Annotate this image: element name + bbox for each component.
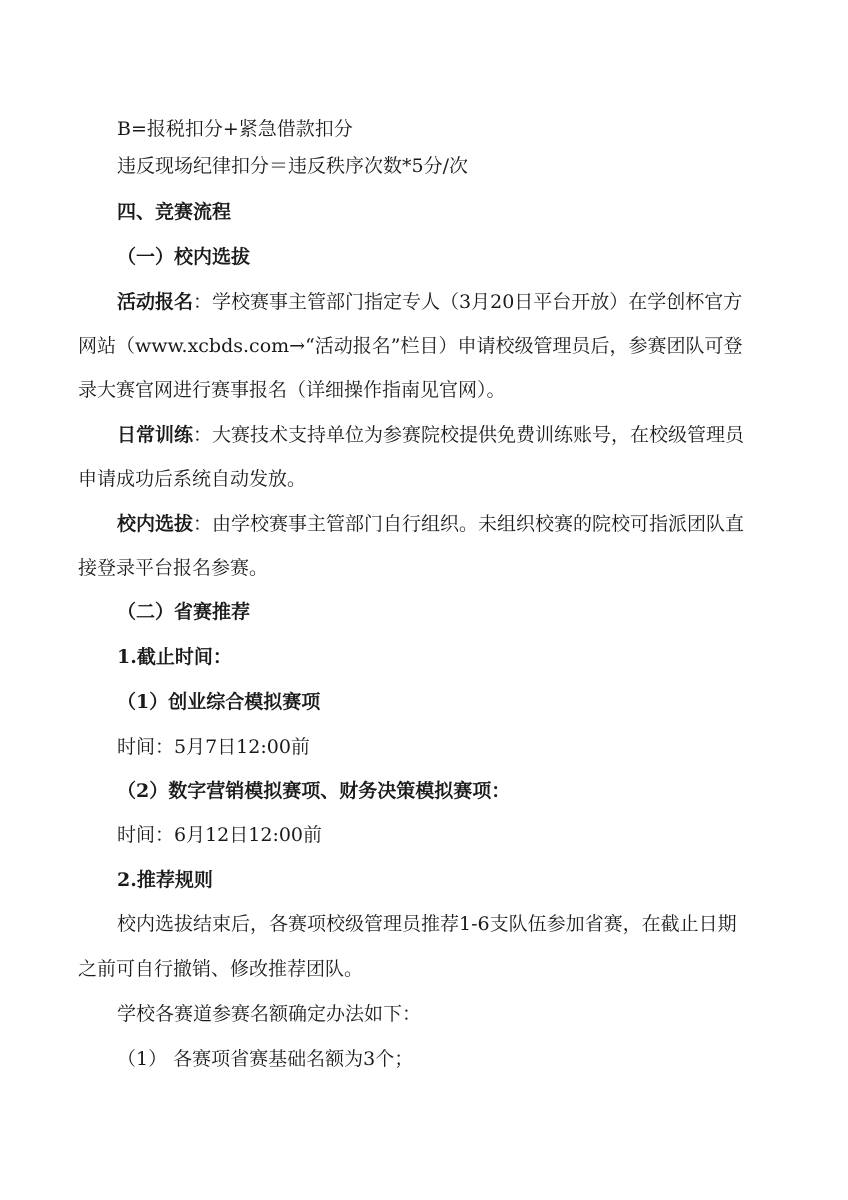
rules-title: 2.推荐规则 xyxy=(117,869,213,891)
registration-paragraph-line-1 xyxy=(117,288,777,316)
formula-violation: 违反现场纪律扣分＝违反秩序次数*5分/次 xyxy=(117,155,468,177)
selection-paragraph-line-1 xyxy=(117,510,777,538)
training-text-1: ：大赛技术支持单位为参赛院校提供免费训练账号，在校级管理员 xyxy=(193,424,745,446)
training-paragraph-line-2: 申请成功后系统自动发放。 xyxy=(78,468,307,490)
training-label: 日常训练 xyxy=(117,424,194,446)
training-paragraph-line-1 xyxy=(117,421,777,449)
selection-label: 校内选拔 xyxy=(117,513,194,535)
subsection-title-school-selection: （一）校内选拔 xyxy=(117,246,251,268)
selection-text-1: ：由学校赛事主管部门自行组织。未组织校赛的院校可指派团队直 xyxy=(193,513,745,535)
rules-paragraph-line-2: 之前可自行撤销、修改推荐团队。 xyxy=(78,958,364,980)
subsection-title-provincial-recommendation: （二）省赛推荐 xyxy=(117,601,251,623)
item1-time: 时间：5月7日12:00前 xyxy=(117,736,310,758)
registration-paragraph-line-3: 录大赛官网进行赛事报名（详细操作指南见官网）。 xyxy=(78,379,506,401)
quota-item-1: （1） 各赛项省赛基础名额为3个； xyxy=(117,1048,414,1070)
item2-title: （2）数字营销模拟赛项、财务决策模拟赛项： xyxy=(117,780,511,802)
registration-label: 活动报名 xyxy=(117,291,194,313)
section-title-competition-process: 四、竞赛流程 xyxy=(117,201,232,223)
formula-b: B=报税扣分+紧急借款扣分 xyxy=(117,118,353,140)
item1-title: （1）创业综合模拟赛项 xyxy=(117,691,321,713)
registration-paragraph-line-2: 网站（www.xcbds.com→“活动报名”栏目）申请校级管理员后，参赛团队可登 xyxy=(78,335,743,357)
selection-paragraph-line-2: 接登录平台报名参赛。 xyxy=(78,557,269,579)
deadline-title: 1.截止时间： xyxy=(117,646,232,668)
quota-intro: 学校各赛道参赛名额确定办法如下： xyxy=(117,1003,422,1025)
rules-paragraph-line-1: 校内选拔结束后，各赛项校级管理员推荐1-6支队伍参加省赛，在截止日期 xyxy=(117,913,737,935)
item2-time: 时间：6月12日12:00前 xyxy=(117,824,323,846)
registration-text-1: ：学校赛事主管部门指定专人（3月20日平台开放）在学创杯官方 xyxy=(193,291,743,313)
